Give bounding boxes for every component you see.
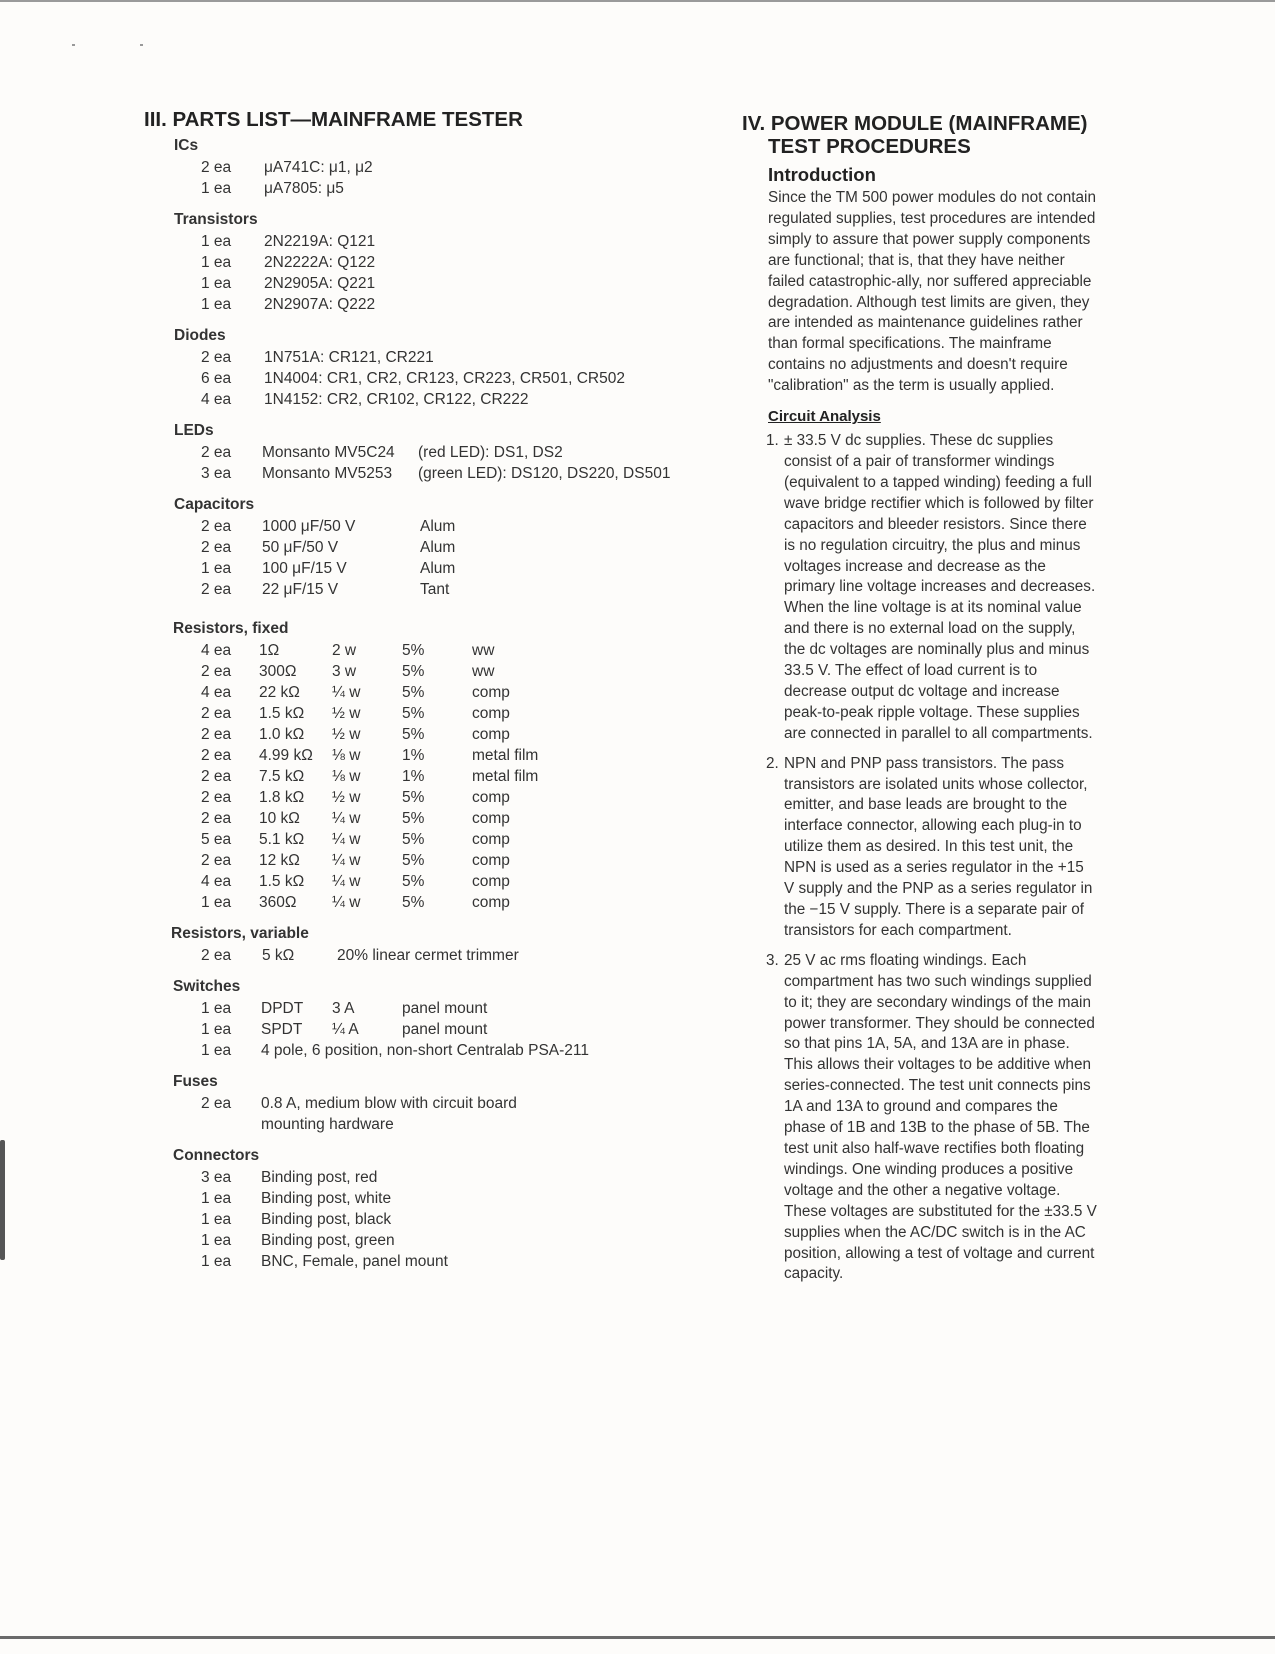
part-row <box>144 1251 734 1272</box>
part-row <box>144 231 734 252</box>
part-spec: 5 kΩ <box>262 947 295 964</box>
part-row <box>144 157 734 178</box>
part-spec: 1N4152: CR2, CR102, CR122, CR222 <box>264 391 529 408</box>
part-spec: 2N2219A: Q121 <box>264 233 376 250</box>
part-spec: 10 kΩ <box>259 810 300 827</box>
part-quantity: 5 ea <box>201 831 232 848</box>
part-spec: 3 w <box>332 663 357 680</box>
part-spec: 3 A <box>332 1000 355 1017</box>
part-spec: 360Ω <box>259 894 297 911</box>
part-quantity: 2 ea <box>201 705 232 722</box>
part-row <box>144 850 734 871</box>
part-spec: 4 pole, 6 position, non-short Centralab PSA-211 <box>261 1042 589 1059</box>
part-spec: (green LED): DS120, DS220, DS501 <box>418 465 671 482</box>
part-spec: ¼ w <box>332 873 361 890</box>
circuit-analysis-list <box>742 431 1097 1285</box>
part-row <box>144 516 734 537</box>
procedures-title-line1: IV. POWER MODULE (MAINFRAME) <box>742 112 1088 135</box>
part-row <box>144 766 734 787</box>
part-row <box>144 945 734 966</box>
part-spec: 20% linear cermet trimmer <box>337 947 519 964</box>
part-spec: 5% <box>402 789 425 806</box>
part-spec: 1Ω <box>259 642 280 659</box>
part-spec: comp <box>472 831 510 848</box>
circuit-analysis-item <box>766 951 1097 1286</box>
part-spec: μA7805: μ5 <box>264 180 344 197</box>
part-spec: 5% <box>402 894 425 911</box>
part-quantity: 4 ea <box>201 391 232 408</box>
parts-list-title: III. PARTS LIST—MAINFRAME TESTER <box>144 108 523 131</box>
part-row <box>144 347 734 368</box>
part-spec: 5% <box>402 663 425 680</box>
part-row <box>144 463 734 484</box>
item-text: 25 V ac rms floating windings. Each compartment has two such windings supplied to it; they are secondary windings of the main power transformer. They should be connected so that pins 1A, 5A, and 13A are in phase. This allows their voltages to be additive when series-connected. The test unit connects pins 1A and 13A to ground and compares the phase of 1B and 13B to the phase of 5B. The test unit also half-wave rectifies both floating windings. One winding produces a positive voltage and the other a negative voltage. These voltages are substituted for the ±33.5 V supplies when the AC/DC switch is in the AC position, allowing a test of voltage and current capacity. <box>784 951 1097 1283</box>
category-heading: Connectors <box>173 1147 260 1164</box>
part-quantity: 2 ea <box>201 518 232 535</box>
circuit-analysis-item <box>766 431 1097 745</box>
part-spec: 1.5 kΩ <box>259 873 305 890</box>
part-row <box>144 661 734 682</box>
part-spec: Binding post, white <box>261 1190 392 1207</box>
introduction-heading: Introduction <box>768 164 876 185</box>
category-heading: Resistors, fixed <box>173 620 289 637</box>
part-quantity: 4 ea <box>201 642 232 659</box>
part-spec: μA741C: μ1, μ2 <box>264 159 373 176</box>
part-quantity: 4 ea <box>201 873 232 890</box>
item-number: 3. <box>766 951 779 969</box>
part-row <box>144 640 734 661</box>
part-spec: 1N751A: CR121, CR221 <box>264 349 434 366</box>
part-quantity: 1 ea <box>201 1211 232 1228</box>
part-spec: comp <box>472 705 510 722</box>
scan-speck <box>140 44 143 46</box>
part-spec: BNC, Female, panel mount <box>261 1253 448 1270</box>
part-spec: Tant <box>420 581 450 598</box>
category-heading: Transistors <box>174 211 258 228</box>
part-spec: comp <box>472 726 510 743</box>
part-quantity: 3 ea <box>201 465 232 482</box>
part-row <box>144 892 734 913</box>
page-left-edge-mark <box>0 1140 5 1260</box>
part-spec: 12 kΩ <box>259 852 300 869</box>
part-quantity: 1 ea <box>201 296 232 313</box>
part-row <box>144 1019 734 1040</box>
part-spec: 22 kΩ <box>259 684 300 701</box>
part-quantity: 2 ea <box>201 789 232 806</box>
part-row <box>144 537 734 558</box>
parts-list-column <box>144 108 734 1272</box>
part-row <box>144 871 734 892</box>
circuit-analysis-item <box>766 754 1097 942</box>
part-spec: (red LED): DS1, DS2 <box>418 444 563 461</box>
part-spec: ¼ w <box>332 894 361 911</box>
part-spec: panel mount <box>402 1021 488 1038</box>
part-quantity: 1 ea <box>201 233 232 250</box>
part-quantity: 1 ea <box>201 1000 232 1017</box>
scan-speck <box>72 44 75 46</box>
part-spec: 22 μF/15 V <box>262 581 339 598</box>
part-spec: 50 μF/50 V <box>262 539 339 556</box>
part-row <box>144 1114 734 1135</box>
part-row <box>144 703 734 724</box>
part-spec: 1.0 kΩ <box>259 726 305 743</box>
part-row <box>144 724 734 745</box>
part-row <box>144 1209 734 1230</box>
part-spec: 1.8 kΩ <box>259 789 305 806</box>
category-heading: LEDs <box>174 422 214 439</box>
part-spec: SPDT <box>261 1021 303 1038</box>
part-quantity: 1 ea <box>201 1190 232 1207</box>
part-spec: ¼ w <box>332 810 361 827</box>
part-spec: 4.99 kΩ <box>259 747 313 764</box>
part-row <box>144 682 734 703</box>
part-spec: 2N2222A: Q122 <box>264 254 376 271</box>
part-spec: Alum <box>420 560 456 577</box>
part-row <box>144 808 734 829</box>
part-spec: ¼ w <box>332 852 361 869</box>
part-spec: 2N2907A: Q222 <box>264 296 376 313</box>
item-text: ± 33.5 V dc supplies. These dc supplies consist of a pair of transformer windings (equivalent to a tapped winding) feeding a full wave bridge rectifier which is followed by filter capacitors and bleeder resistors. Since there is no regulation circuitry, the plus and minus voltages increase and decrease as the primary line voltage increases and decreases. When the line voltage is at its nominal value and there is no external load on the supply, the dc voltages are nominally plus and minus 33.5 V. The effect of load current is to decrease output dc voltage and increase peak-to-peak ripple voltage. These supplies are connected in parallel to all compartments. <box>784 432 1096 742</box>
part-spec: ⅛ w <box>332 768 361 785</box>
part-row <box>144 442 734 463</box>
part-quantity: 1 ea <box>201 560 232 577</box>
item-text: NPN and PNP pass transistors. The pass transistors are isolated units whose collector, emitter, and base leads are brought to the interface connector, allowing each plug-in to utilize them as desired. In this test unit, the NPN is used as a series regulator in the +15 V supply and the PNP as a series regulator in the −15 V supply. There is a separate pair of transistors for each compartment. <box>784 754 1093 939</box>
part-quantity: 4 ea <box>201 684 232 701</box>
part-spec: 300Ω <box>259 663 297 680</box>
part-row <box>144 1167 734 1188</box>
part-spec: comp <box>472 852 510 869</box>
part-spec: comp <box>472 810 510 827</box>
part-quantity: 1 ea <box>201 180 232 197</box>
part-spec: ¼ w <box>332 684 361 701</box>
part-row <box>144 294 734 315</box>
parts-list-sections <box>144 135 734 1272</box>
part-spec: 5% <box>402 810 425 827</box>
part-quantity: 1 ea <box>201 1021 232 1038</box>
item-number: 2. <box>766 754 779 772</box>
category-heading: Capacitors <box>174 496 255 513</box>
category-heading: Resistors, variable <box>171 925 309 942</box>
part-spec: ww <box>472 663 495 680</box>
part-row <box>144 787 734 808</box>
part-row <box>144 178 734 199</box>
part-spec: Binding post, red <box>261 1169 378 1186</box>
part-quantity: 2 ea <box>201 947 232 964</box>
part-spec: mounting hardware <box>261 1116 394 1133</box>
part-spec: ⅛ w <box>332 747 361 764</box>
category-heading: Fuses <box>173 1073 218 1090</box>
section-spacer <box>144 600 734 608</box>
part-row <box>144 273 734 294</box>
part-spec: 100 μF/15 V <box>262 560 347 577</box>
part-spec: comp <box>472 789 510 806</box>
part-spec: 5% <box>402 726 425 743</box>
part-quantity: 2 ea <box>201 810 232 827</box>
part-spec: ww <box>472 642 495 659</box>
part-spec: Monsanto MV5C24 <box>262 444 395 461</box>
part-spec: panel mount <box>402 1000 488 1017</box>
part-spec: Alum <box>420 539 456 556</box>
page-bottom-edge <box>0 1636 1275 1639</box>
part-quantity: 1 ea <box>201 1232 232 1249</box>
part-quantity: 6 ea <box>201 370 232 387</box>
part-quantity: 2 ea <box>201 726 232 743</box>
part-quantity: 2 ea <box>201 581 232 598</box>
part-spec: 2 w <box>332 642 357 659</box>
category-heading: ICs <box>174 137 199 154</box>
part-row <box>144 368 734 389</box>
part-spec: Monsanto MV5253 <box>262 465 393 482</box>
introduction-text: Since the TM 500 power modules do not contain regulated supplies, test procedures are intended simply to assure that power supply components are functional; that is, that they have neither failed catastrophic-ally, nor suffered appreciable degradation. Although test limits are given, they are intended as maintenance guidelines rather than formal specifications. The mainframe contains no adjustments and doesn't require "calibration" as the term is usually applied. <box>768 189 1096 395</box>
part-spec: 1N4004: CR1, CR2, CR123, CR223, CR501, CR502 <box>264 370 625 387</box>
part-quantity: 2 ea <box>201 852 232 869</box>
part-spec: 5% <box>402 873 425 890</box>
part-quantity: 2 ea <box>201 539 232 556</box>
part-spec: comp <box>472 873 510 890</box>
part-quantity: 2 ea <box>201 444 232 461</box>
part-quantity: 1 ea <box>201 1253 232 1270</box>
procedures-title-line2: TEST PROCEDURES <box>768 135 971 158</box>
category-heading: Diodes <box>174 327 226 344</box>
part-row <box>144 558 734 579</box>
part-row <box>144 1093 734 1114</box>
procedures-column <box>742 112 1097 1294</box>
part-quantity: 2 ea <box>201 1095 232 1112</box>
part-row <box>144 998 734 1019</box>
part-row <box>144 829 734 850</box>
part-row <box>144 745 734 766</box>
part-quantity: 2 ea <box>201 747 232 764</box>
item-number: 1. <box>766 432 779 450</box>
part-spec: ¼ w <box>332 831 361 848</box>
part-quantity: 1 ea <box>201 1042 232 1059</box>
part-spec: Alum <box>420 518 456 535</box>
part-spec: 5.1 kΩ <box>259 831 305 848</box>
circuit-analysis-heading: Circuit Analysis <box>768 408 881 426</box>
part-spec: 2N2905A: Q221 <box>264 275 376 292</box>
part-spec: ½ w <box>332 705 361 722</box>
part-spec: 1000 μF/50 V <box>262 518 356 535</box>
part-row <box>144 252 734 273</box>
part-spec: 0.8 A, medium blow with circuit board <box>261 1095 517 1112</box>
part-quantity: 2 ea <box>201 159 232 176</box>
part-spec: 5% <box>402 684 425 701</box>
part-spec: metal film <box>472 747 539 764</box>
part-spec: 1% <box>402 747 425 764</box>
part-row <box>144 1188 734 1209</box>
part-quantity: 1 ea <box>201 275 232 292</box>
part-row <box>144 1040 734 1061</box>
part-spec: 5% <box>402 831 425 848</box>
part-row <box>144 579 734 600</box>
part-spec: 5% <box>402 852 425 869</box>
part-spec: comp <box>472 684 510 701</box>
part-quantity: 1 ea <box>201 254 232 271</box>
part-spec: metal film <box>472 768 539 785</box>
part-spec: 7.5 kΩ <box>259 768 305 785</box>
part-spec: 5% <box>402 705 425 722</box>
category-heading: Switches <box>173 978 241 995</box>
page-top-edge <box>0 0 1275 2</box>
part-spec: ¼ A <box>332 1021 359 1038</box>
part-quantity: 2 ea <box>201 768 232 785</box>
part-row <box>144 389 734 410</box>
part-spec: ½ w <box>332 789 361 806</box>
part-spec: 1% <box>402 768 425 785</box>
part-spec: DPDT <box>261 1000 304 1017</box>
part-quantity: 3 ea <box>201 1169 232 1186</box>
part-row <box>144 1230 734 1251</box>
part-spec: 5% <box>402 642 425 659</box>
part-spec: comp <box>472 894 510 911</box>
part-quantity: 2 ea <box>201 349 232 366</box>
part-quantity: 2 ea <box>201 663 232 680</box>
part-spec: Binding post, black <box>261 1211 392 1228</box>
part-spec: 1.5 kΩ <box>259 705 305 722</box>
part-spec: Binding post, green <box>261 1232 395 1249</box>
part-quantity: 1 ea <box>201 894 232 911</box>
part-spec: ½ w <box>332 726 361 743</box>
